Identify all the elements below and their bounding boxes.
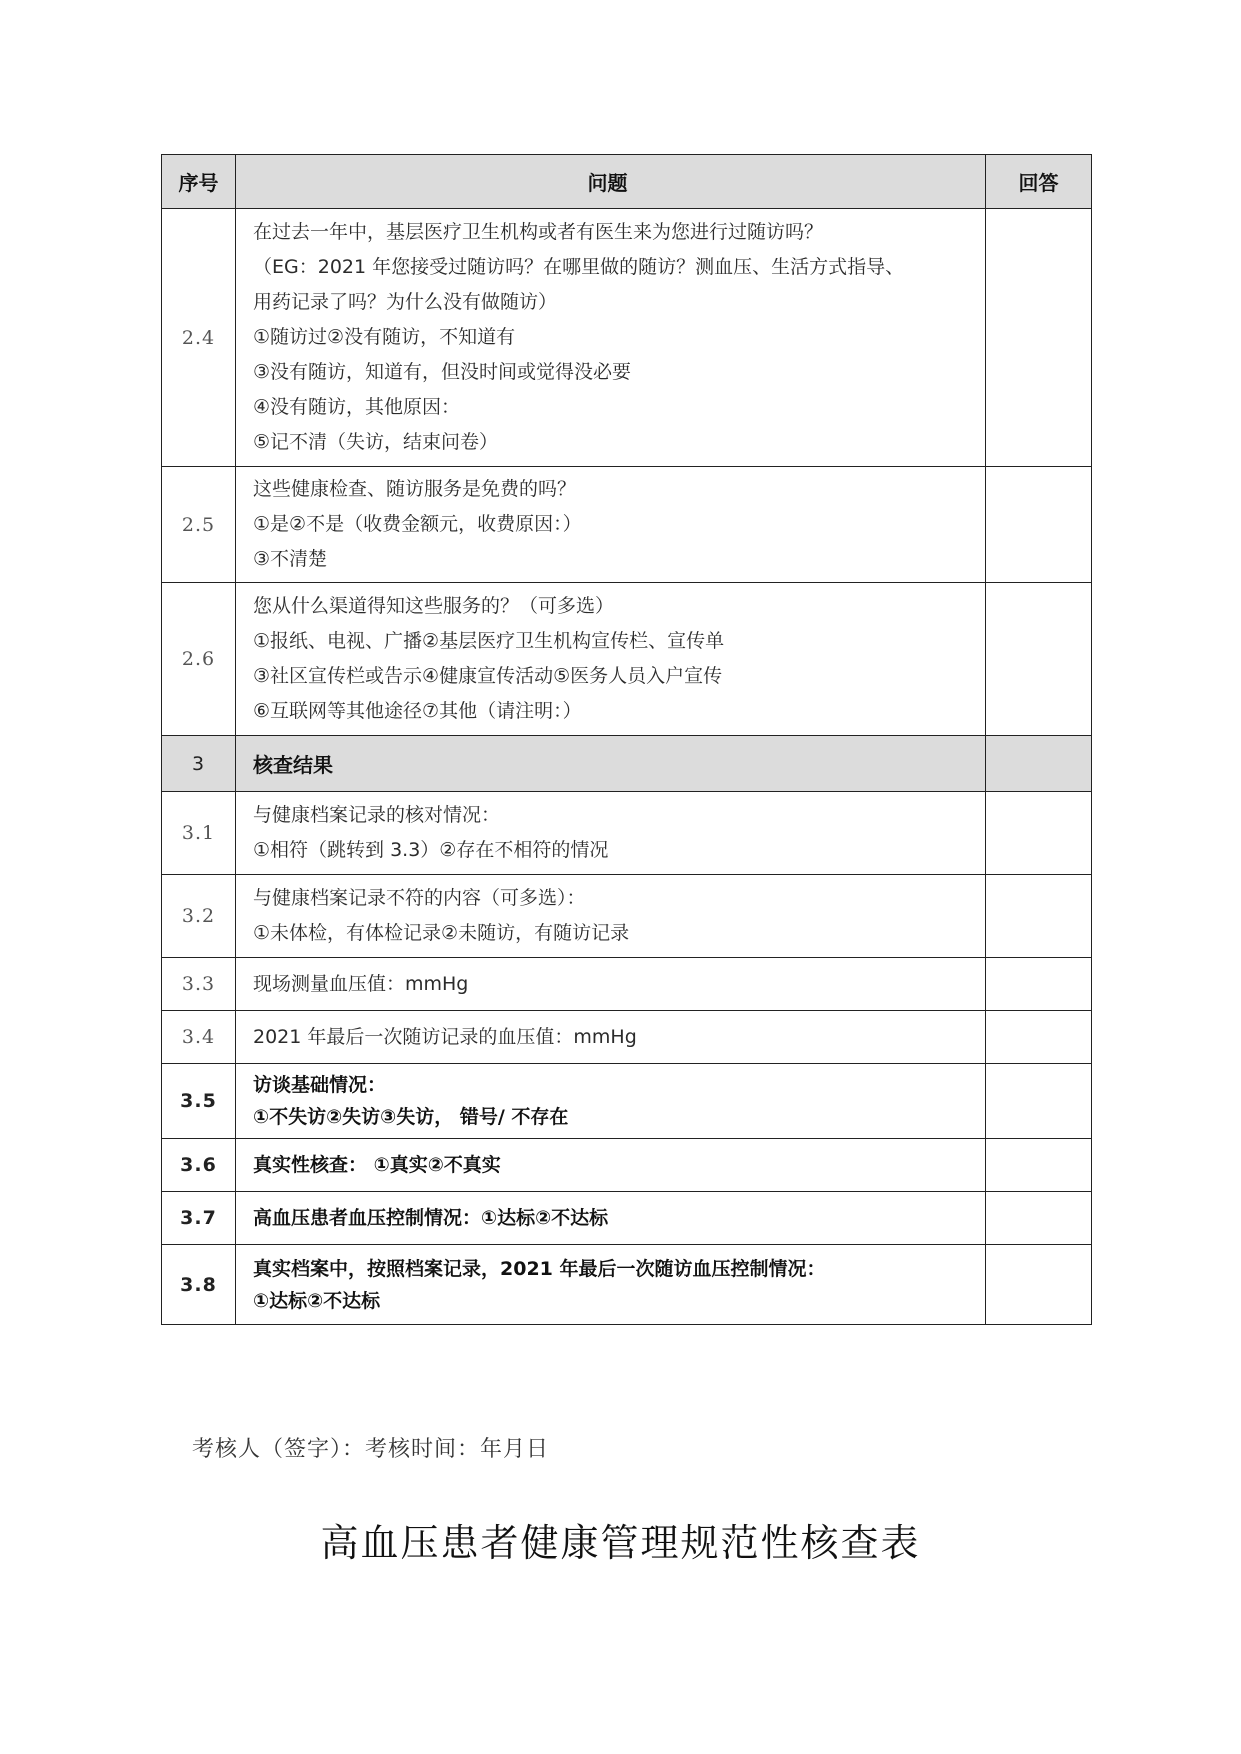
table-row [162,467,1092,583]
question-line: （EG：2021 年您接受过随访吗？在哪里做的随访？测血压、生活方式指导、 [253,256,905,278]
table-row [162,1192,1092,1245]
question-line: ④没有随访，其他原因： [253,396,461,418]
table-row [162,1139,1092,1192]
question-line: 2021 年最后一次随访记录的血压值：mmHg [253,1025,637,1048]
answer-cell[interactable] [986,467,1092,583]
answer-cell[interactable] [986,209,1092,467]
question-line: ①是②不是（收费金额元，收费原因：） [253,513,582,535]
question-line: 真实性核查： ①真实②不真实 [253,1154,501,1176]
answer-cell[interactable] [986,875,1092,958]
row-number: 3.4 [162,1011,236,1064]
question-line: ①随访过②没有随访，不知道有 [253,326,516,348]
question-cell [236,792,986,875]
answer-cell[interactable] [986,792,1092,875]
col-header-num: 序号 [162,155,236,209]
section-title: 核查结果 [253,753,333,777]
question-line: ⑥互联网等其他途径⑦其他（请注明：） [253,700,582,722]
answer-cell[interactable] [986,1139,1092,1192]
question-line: ③社区宣传栏或告示④健康宣传活动⑤医务人员入户宣传 [253,665,723,687]
question-cell [236,736,986,792]
answer-cell[interactable] [986,583,1092,736]
question-cell [236,958,986,1011]
row-number: 3.1 [162,792,236,875]
table-row [162,583,1092,736]
answer-cell[interactable] [986,1011,1092,1064]
question-cell [236,1011,986,1064]
table-row [162,958,1092,1011]
table-row [162,1245,1092,1325]
row-number: 2.5 [162,467,236,583]
answer-cell[interactable] [986,1192,1092,1245]
question-line: ①不失访②失访③失访， 错号/ 不存在 [253,1106,569,1128]
question-line: ③没有随访，知道有，但没时间或觉得没必要 [253,361,632,383]
question-line: ③不清楚 [253,548,328,570]
table-row [162,875,1092,958]
row-number: 3.8 [162,1245,236,1325]
question-line: ①相符（跳转到 3.3）②存在不相符的情况 [253,839,609,861]
row-number: 3.3 [162,958,236,1011]
question-line: 与健康档案记录的核对情况： [253,804,501,826]
document-title: 高血压患者健康管理规范性核查表 [320,1521,921,1565]
answer-cell[interactable] [986,1245,1092,1325]
col-header-question: 问题 [236,155,986,209]
question-cell [236,209,986,467]
question-cell [236,1245,986,1325]
row-number: 3.2 [162,875,236,958]
question-cell [236,875,986,958]
question-cell [236,583,986,736]
row-number: 2.4 [162,209,236,467]
col-header-answer: 回答 [986,155,1092,209]
question-cell [236,1192,986,1245]
row-number: 2.6 [162,583,236,736]
question-line: ①达标②不达标 [253,1289,381,1312]
table-row [162,209,1092,467]
row-number: 3.5 [162,1064,236,1139]
section-row [162,736,1092,792]
question-cell [236,1139,986,1192]
question-line: 真实档案中，按照档案记录，2021 年最后一次随访血压控制情况： [253,1257,826,1280]
row-number: 3 [162,736,236,792]
signature-line: 考核人（签字）：考核时间：年月日 [192,1437,550,1462]
question-line: 现场测量血压值：mmHg [253,972,469,995]
question-line: 访谈基础情况： [253,1074,387,1096]
row-number: 3.6 [162,1139,236,1192]
question-cell [236,1064,986,1139]
question-line: 这些健康检查、随访服务是免费的吗？ [253,478,577,500]
table-row [162,792,1092,875]
question-line: 用药记录了吗？为什么没有做随访） [253,291,558,313]
table-row [162,1064,1092,1139]
question-line: ①报纸、电视、广播②基层医疗卫生机构宣传栏、宣传单 [253,630,725,652]
row-number: 3.7 [162,1192,236,1245]
question-line: 高血压患者血压控制情况：①达标②不达标 [253,1207,609,1229]
check-table [161,154,1092,1325]
table-row [162,1011,1092,1064]
answer-cell[interactable] [986,958,1092,1011]
question-line: 在过去一年中，基层医疗卫生机构或者有医生来为您进行过随访吗？ [253,221,824,243]
question-line: ⑤记不清（失访，结束问卷） [253,431,499,453]
answer-cell[interactable] [986,736,1092,792]
question-line: ①未体检，有体检记录②未随访，有随访记录 [253,922,630,944]
table-header-row [162,155,1092,209]
answer-cell[interactable] [986,1064,1092,1139]
question-line: 与健康档案记录不符的内容（可多选）： [253,887,586,909]
question-line: 您从什么渠道得知这些服务的？（可多选） [253,595,615,617]
question-cell [236,467,986,583]
